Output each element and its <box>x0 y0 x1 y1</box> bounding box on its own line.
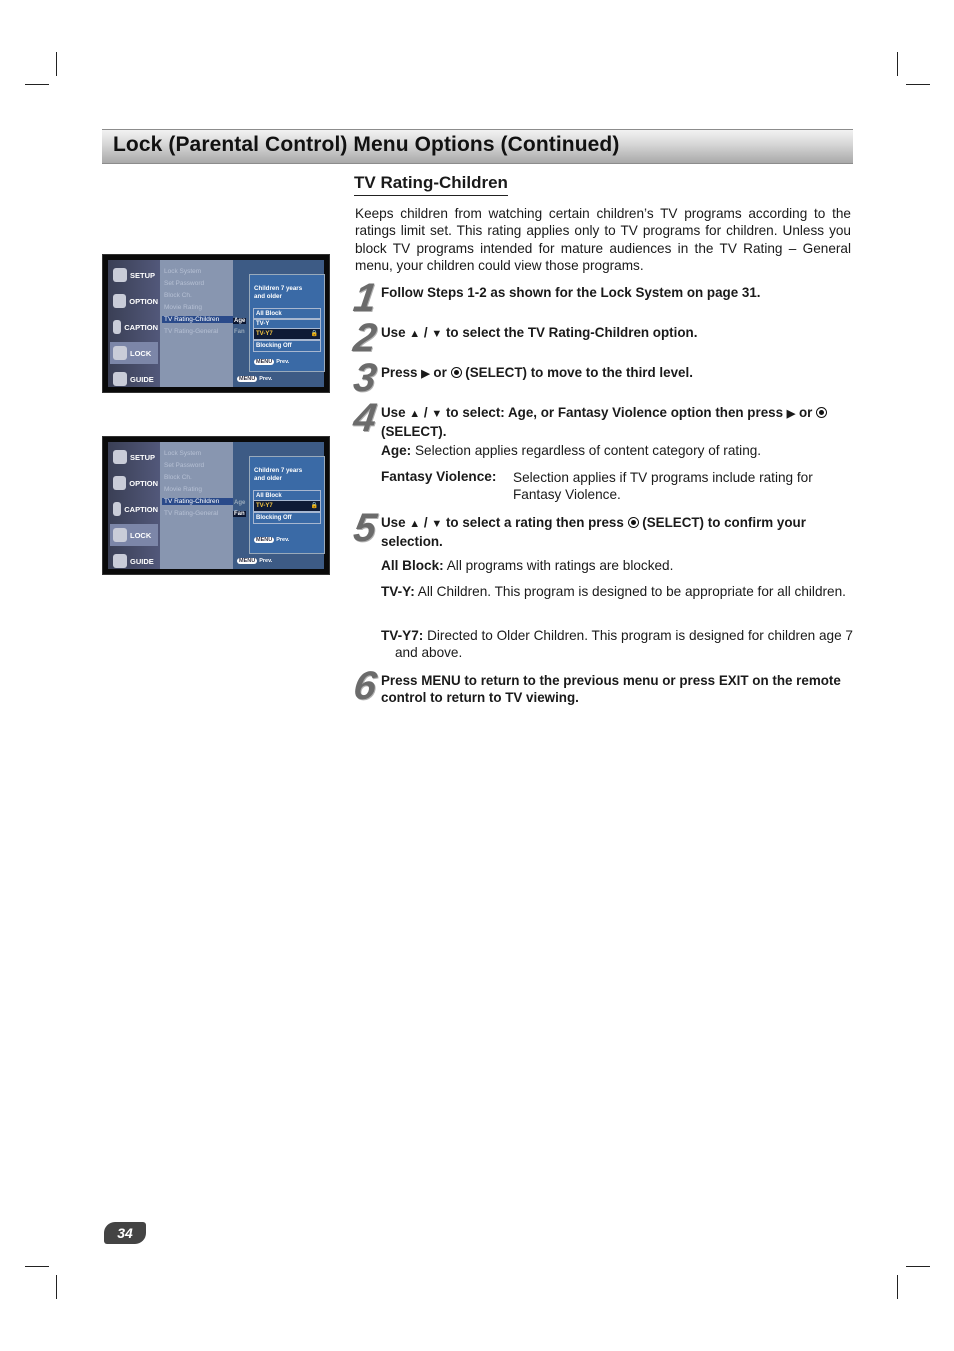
option-all-block: All Block <box>253 490 321 502</box>
step-number: 1 <box>350 276 378 320</box>
section-title: TV Rating-Children <box>354 173 508 196</box>
submenu-area <box>233 260 324 387</box>
sidebar-item-caption: CAPTION <box>110 498 158 520</box>
menu-prev-hint: MENU Prev. <box>256 359 290 365</box>
submenu-area <box>233 442 324 569</box>
menu-sidebar <box>108 442 160 569</box>
sidebar-item-lock: LOCK <box>110 524 158 546</box>
right-arrow-icon: ▶ <box>421 368 430 380</box>
popup-title: Children 7 years <box>254 285 303 292</box>
sidebar-item-option: OPTION <box>110 472 158 494</box>
menu-prev-hint: MENU Prev. <box>239 376 273 382</box>
up-arrow-icon: ▲ <box>409 518 421 530</box>
option-tv-y7: TV-Y7 🔒 <box>253 500 321 512</box>
header-bar <box>102 129 853 164</box>
menu-prev-hint: MENU Prev. <box>239 558 273 564</box>
crop-mark <box>56 52 57 76</box>
sidebar-item-guide: GUIDE <box>110 368 158 390</box>
sidebar-item-setup: SETUP <box>110 264 158 286</box>
sidebar-item-setup: SETUP <box>110 446 158 468</box>
step-number: 6 <box>350 664 378 708</box>
tv-y-description: TV-Y: All Children. This program is designed to be appropriate for all children. <box>381 584 846 599</box>
popup-title: and older <box>254 475 282 482</box>
select-button-icon <box>628 517 639 528</box>
step-number: 5 <box>350 506 378 550</box>
guide-icon <box>113 554 127 568</box>
menu-item: Lock System <box>164 450 202 457</box>
guide-icon <box>113 372 127 386</box>
menu-item: TV Rating-General <box>164 510 219 517</box>
step-text: Use ▲ / ▼ to select a rating then press (SELECT) to confirm your selection. <box>381 515 806 549</box>
step-text: Press MENU to return to the previous menu or press EXIT on the remote control to return to TV viewing. <box>381 673 841 705</box>
lock-menu-list <box>160 442 233 569</box>
menu-item: Movie Rating <box>164 486 202 493</box>
step-number: 2 <box>350 316 378 360</box>
crop-mark <box>25 84 49 85</box>
intro-paragraph: Keeps children from watching certain children’s TV programs according to the ratings limit set. This rating applies only to TV programs for children. Unless you block TV programs intended for mature audiences in the TV Rating – General menu, your children could view those programs. <box>355 206 851 274</box>
sidebar-item-caption: CAPTION <box>110 316 158 338</box>
step-number: 3 <box>350 356 378 400</box>
select-button-icon <box>816 407 827 418</box>
menu-item: Block Ch. <box>164 292 192 299</box>
lock-icon: 🔒 <box>310 503 318 509</box>
up-arrow-icon: ▲ <box>409 408 421 420</box>
option-icon <box>113 294 126 308</box>
tv-y7-description: TV-Y7: Directed to Older Children. This program is designed for children age 7 and above. <box>381 628 853 661</box>
crop-mark <box>25 1266 49 1267</box>
caption-icon <box>113 320 121 334</box>
lock-icon: 🔒 <box>310 331 318 337</box>
option-tv-y7: TV-Y7 🔒 <box>253 328 321 340</box>
menu-item: TV Rating-General <box>164 328 219 335</box>
tv-menu-screenshot-1 <box>102 254 330 393</box>
page-number: 34 <box>104 1222 146 1244</box>
age-label: Age <box>234 500 246 506</box>
menu-item: Set Password <box>164 280 205 287</box>
age-label: Age <box>234 318 246 324</box>
lock-icon <box>113 528 127 542</box>
option-all-block: All Block <box>253 308 321 320</box>
page-title: Lock (Parental Control) Menu Options (Continued) <box>113 133 620 156</box>
down-arrow-icon: ▼ <box>431 328 443 340</box>
setup-icon <box>113 268 127 282</box>
step-text: Press ▶ or (SELECT) to move to the third level. <box>381 365 693 380</box>
crop-mark <box>56 1275 57 1299</box>
crop-mark <box>906 1266 930 1267</box>
menu-item-selected: TV Rating-Children <box>162 316 237 323</box>
crop-mark <box>897 1275 898 1299</box>
rating-popup <box>249 456 325 554</box>
right-arrow-icon: ▶ <box>786 408 796 420</box>
sidebar-item-guide: GUIDE <box>110 550 158 572</box>
caption-icon <box>113 502 121 516</box>
fantasy-violence-label: Fantasy Violence: <box>381 469 497 484</box>
lock-menu-list <box>160 260 233 387</box>
menu-item-selected: TV Rating-Children <box>162 498 237 505</box>
fantasy-label: Fan <box>234 329 245 335</box>
down-arrow-icon: ▼ <box>431 518 443 530</box>
all-block-description: All Block: All programs with ratings are blocked. <box>381 558 674 573</box>
crop-mark <box>897 52 898 76</box>
option-tv-y: TV-Y <box>253 318 321 330</box>
step-text: Use ▲ / ▼ to select the TV Rating-Children option. <box>381 325 698 340</box>
select-button-icon <box>451 367 462 378</box>
up-arrow-icon: ▲ <box>409 328 421 340</box>
option-blocking-off: Blocking Off <box>253 512 321 524</box>
menu-item: Set Password <box>164 462 205 469</box>
sidebar-item-option: OPTION <box>110 290 158 312</box>
down-arrow-icon: ▼ <box>431 408 443 420</box>
step-number: 4 <box>350 396 378 440</box>
step-text: Follow Steps 1-2 as shown for the Lock System on page 31. <box>381 285 761 300</box>
option-icon <box>113 476 126 490</box>
crop-mark <box>906 84 930 85</box>
menu-item: Movie Rating <box>164 304 202 311</box>
lock-icon <box>113 346 127 360</box>
menu-sidebar <box>108 260 160 387</box>
age-description: Age: Selection applies regardless of content category of rating. <box>381 443 762 458</box>
popup-title: Children 7 years <box>254 467 303 474</box>
popup-title: and older <box>254 293 282 300</box>
setup-icon <box>113 450 127 464</box>
fantasy-label: Fan <box>234 511 245 517</box>
option-blocking-off: Blocking Off <box>253 340 321 352</box>
menu-item: Lock System <box>164 268 202 275</box>
tv-menu-screenshot-2 <box>102 436 330 575</box>
sidebar-item-lock: LOCK <box>110 342 158 364</box>
rating-popup <box>249 274 325 372</box>
menu-prev-hint: MENU Prev. <box>256 537 290 543</box>
fantasy-violence-text: Selection applies if TV programs include rating for Fantasy Violence. <box>513 470 813 503</box>
step-text: Use ▲ / ▼ to select: Age, or Fantasy Violence option then press ▶ or (SELECT). <box>381 404 853 440</box>
menu-item: Block Ch. <box>164 474 192 481</box>
